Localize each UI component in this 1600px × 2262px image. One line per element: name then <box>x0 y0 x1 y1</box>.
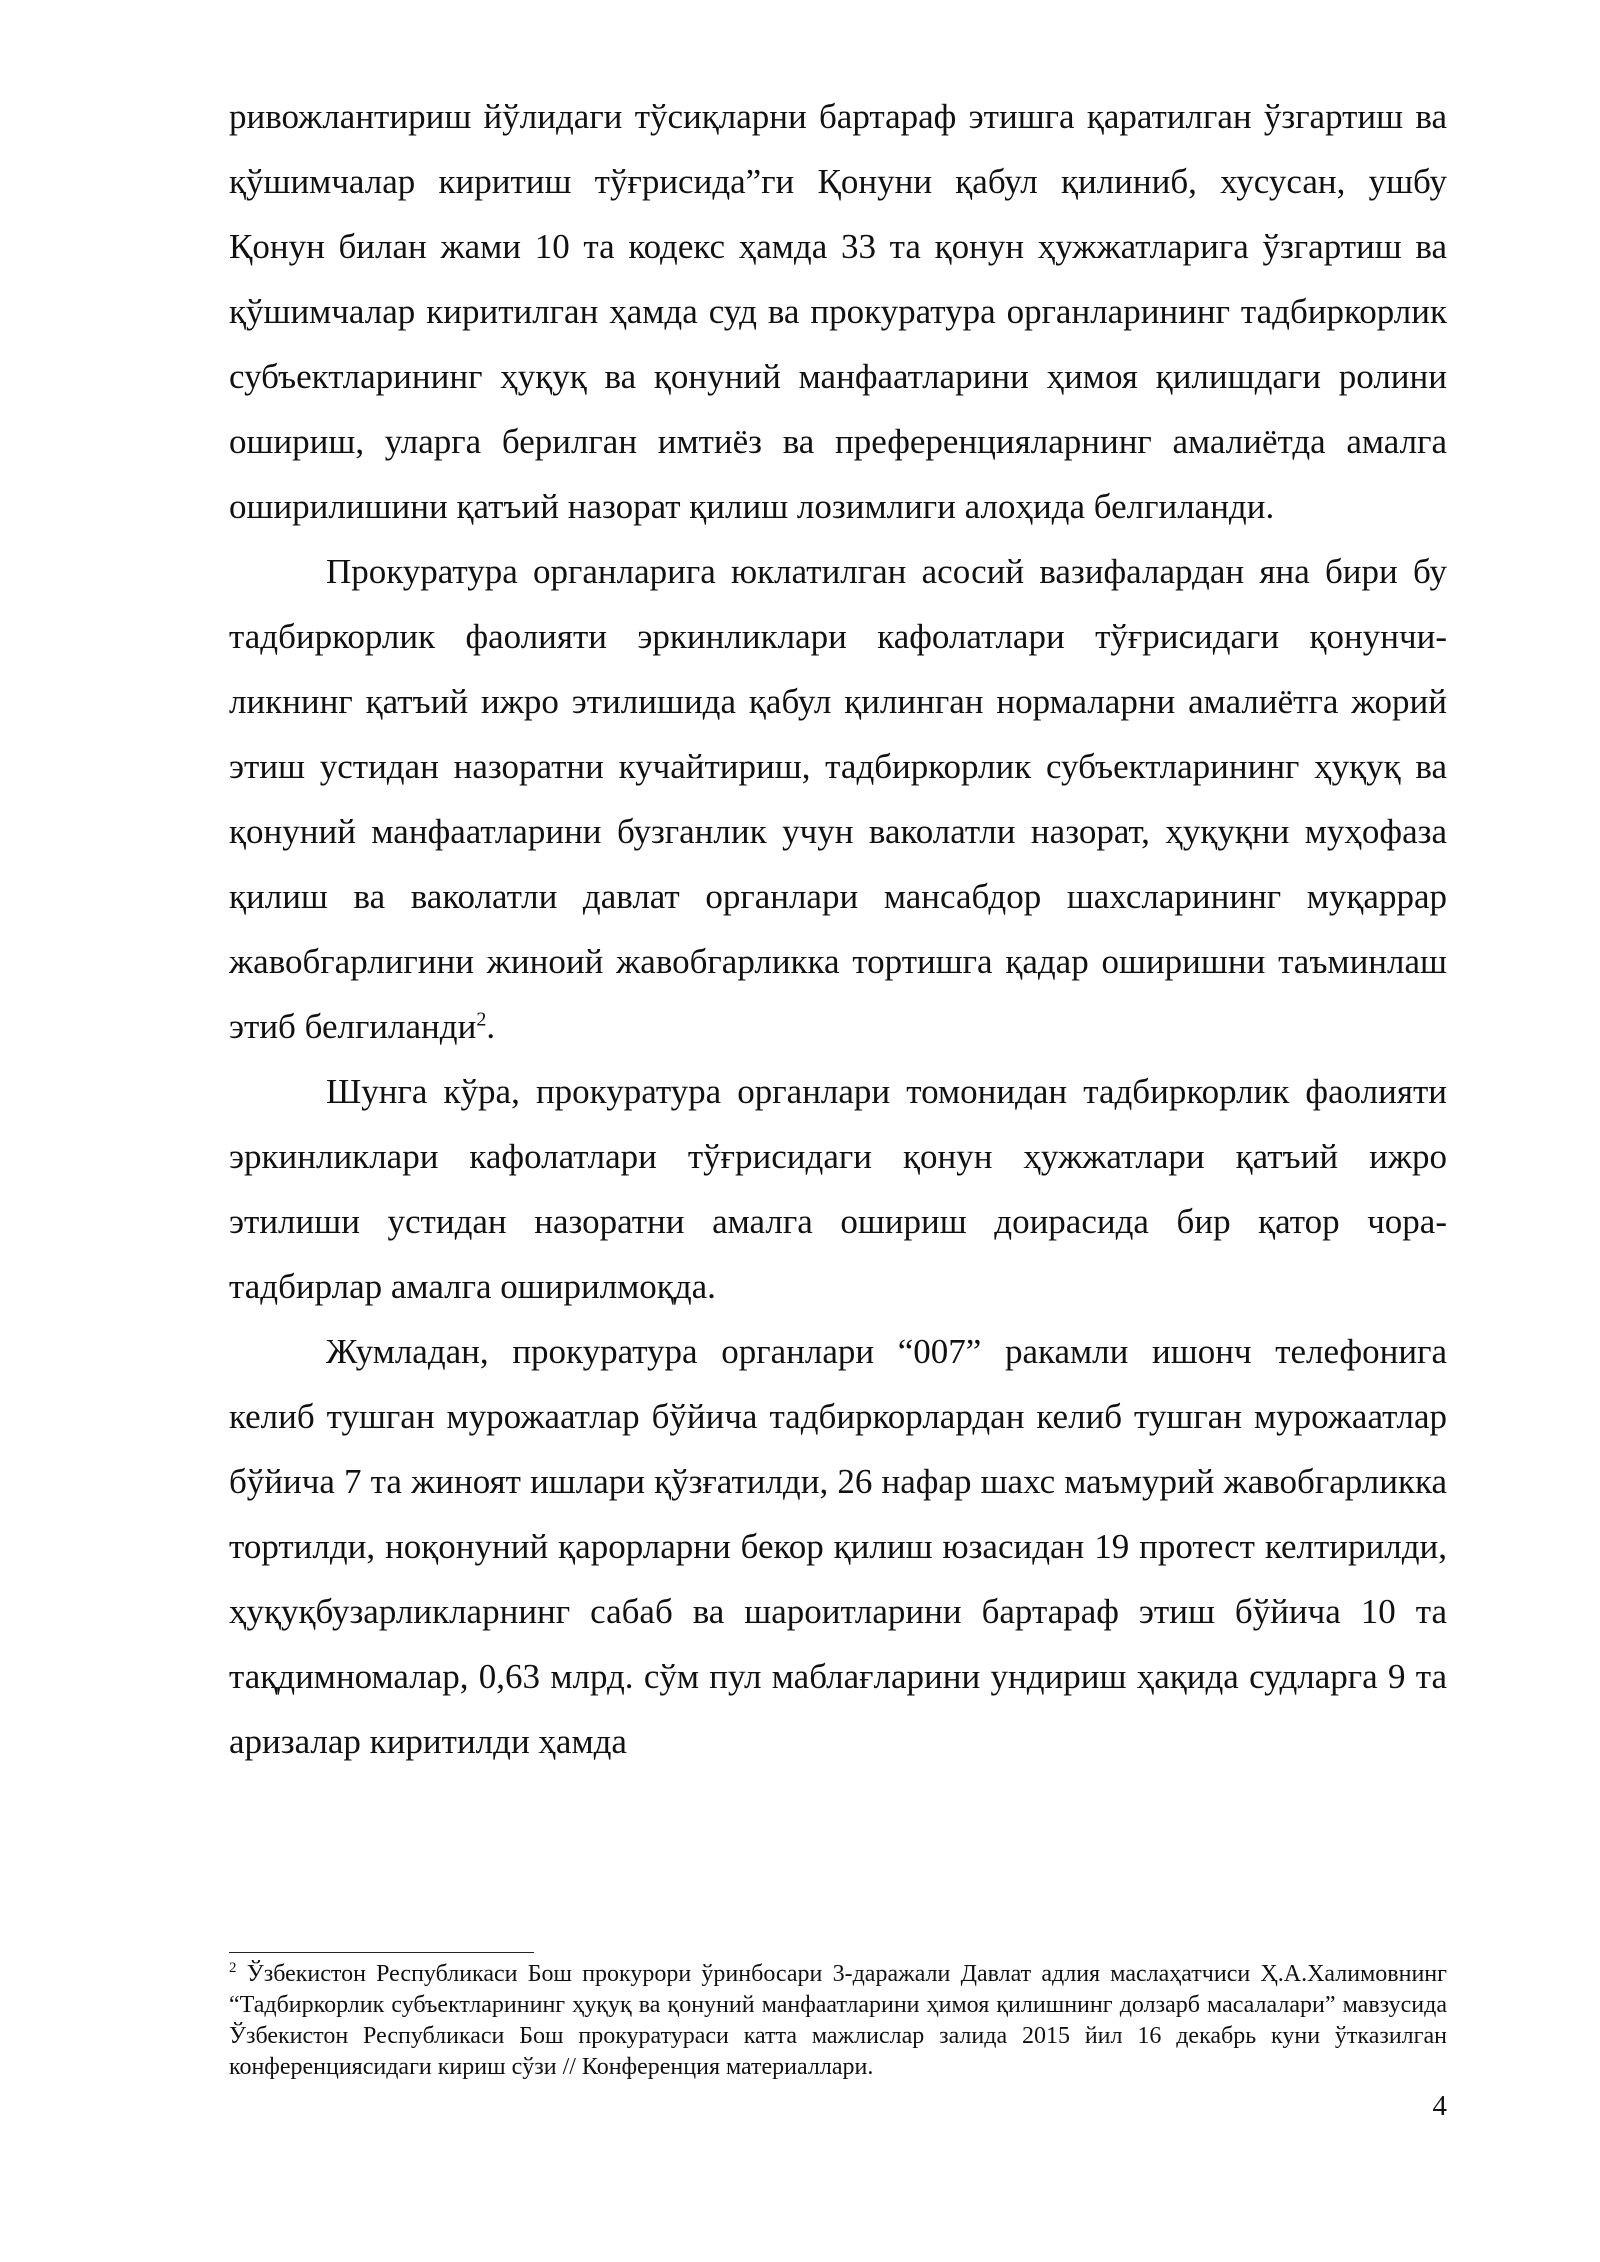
paragraph-3 <box>229 1059 1447 1319</box>
page-number: 4 <box>1432 2090 1447 2122</box>
paragraph-2 <box>229 539 1447 1059</box>
body-text <box>229 84 1447 1774</box>
footnote-marker: 2 <box>229 1960 237 1976</box>
paragraph-1-text: ривожлантириш йўлидаги тўсиқларни бартараф этишга қаратилган ўзгартиш ва қўшимчалар киритиш тўғрисида”ги Қонуни қабул қилиниб, хусусан, ушбу Қонун билан жами 10 та кодекс ҳамда 33 та қонун ҳужжатларига ўзгартиш ва қўшимчалар киритилган ҳамда суд ва прокуратура органларининг тадбиркорлик субъектларининг ҳуқуқ ва қонуний манфаатларини ҳимоя қилишдаги ролини ошириш, уларга берилган имтиёз ва преференцияларнинг амалиётда амалга оширилишини қатъий назорат қилиш лозимлиги алоҳида белгиланди. <box>229 97 1447 526</box>
paragraph-4-text: Жумладан, прокуратура органлари “007” ракамли ишонч телефонига келиб тушган мурожаатлар бўйича тадбиркорлардан келиб тушган мурожаатлар бўйича 7 та жиноят ишлари қўзғатилди, 26 нафар шахс маъмурий жавобгарликка тортилди, ноқонуний қарорларни бекор қилиш юзасидан 19 протест келтирилди, ҳуқуқбузарликларнинг сабаб ва шароитларини бартараф этиш бўйича 10 та тақдимномалар, 0,63 млрд. сўм пул маблағларини ундириш ҳақида судларга 9 та аризалар киритилди ҳамда <box>229 1332 1447 1761</box>
footnote-text: Ўзбекистон Республикаси Бош прокурори ўринбосари 3-даражали Давлат адлия маслаҳатчиси Ҳ.А.Халимовнинг “Тадбиркорлик субъектларининг ҳуқуқ ва қонуний манфаатларини ҳимоя қилишнинг долзарб масалалари” мавзусида Ўзбекистон Республикаси Бош прокуратураси катта мажлислар залида 2015 йил 16 декабрь куни ўтказилган конференциясидаги кириш сўзи // Конференция материаллари. <box>229 1961 1447 2080</box>
paragraph-1 <box>229 84 1447 539</box>
footnote-separator <box>229 1952 534 1953</box>
paragraph-4 <box>229 1319 1447 1774</box>
footnote <box>229 1959 1447 2083</box>
footnote-reference[interactable]: 2 <box>476 1008 487 1031</box>
paragraph-2-text: Прокуратура органларига юклатилган асосий вазифалардан яна бири бу тадбиркорлик фаолияти эркинликлари кафолатлари тўғрисидаги қонунчи-ликнинг қатъий ижро этилишида қабул қилинган нормаларни амалиётга жорий этиш устидан назоратни кучайтириш, тадбиркорлик субъектларининг ҳуқуқ ва қонуний манфаатларини бузганлик учун ваколатли назорат, ҳуқуқни муҳофаза қилиш ва ваколатли давлат органлари мансабдор шахсларининг муқаррар жавобгарлигини жиноий жавобгарликка тортишга қадар оширишни таъминлаш этиб белгиланди <box>229 552 1447 1046</box>
paragraph-2-tail: . <box>486 1007 496 1046</box>
paragraph-3-text: Шунга кўра, прокуратура органлари томонидан тадбиркорлик фаолияти эркинликлари кафолатлари тўғрисидаги қонун ҳужжатлари қатъий ижро этилиши устидан назоратни амалга ошириш доирасида бир қатор чора-тадбирлар амалга оширилмоқда. <box>229 1072 1447 1306</box>
